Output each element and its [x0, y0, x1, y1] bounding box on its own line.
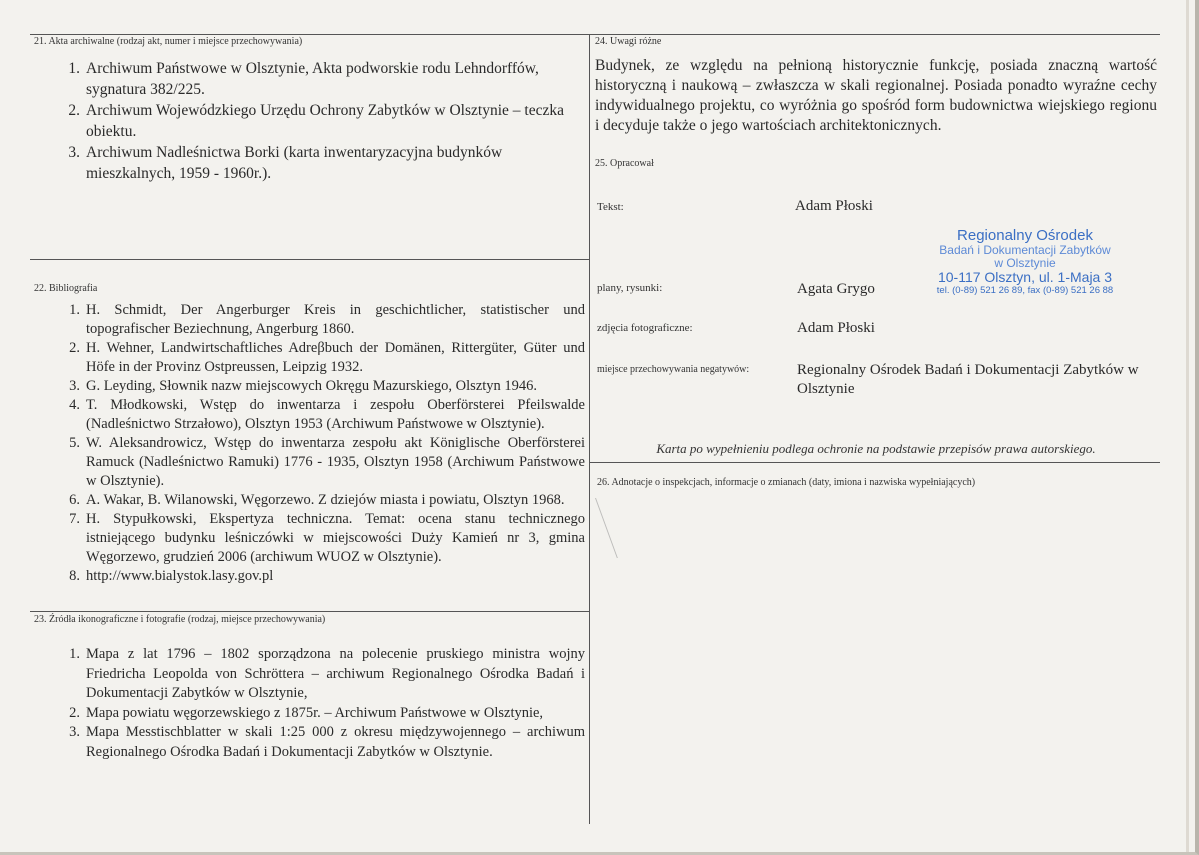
list-item: 3. Mapa Messtischblatter w skali 1:25 000 z okresu międzywojennego – archiwum Regionalnego Ośrodka Badań i Dokumentacji Zabytków w Olsztynie.: [69, 724, 585, 760]
list-item: 3. Archiwum Nadleśnictwa Borki (karta inwentaryzacyjna budynków mieszkalnych, 1959 - 1960r.).: [68, 144, 503, 182]
text-author-value: Adam Płoski: [795, 198, 873, 214]
stamp-line: tel. (0-89) 521 26 89, fax (0-89) 521 26 88: [936, 285, 1114, 296]
list-item: 1. Mapa z lat 1796 – 1802 sporządzona na polecenie pruskiego ministra wojny Friedricha Leopolda von Schröttera – archiwum Regionalnego Ośrodka Badań i Dokumentacji Zabytków w Olsztynie,: [69, 646, 585, 701]
institution-stamp: [915, 227, 1135, 297]
section-22-list: [34, 301, 585, 586]
section-26-label: 26. Adnotacje o inspekcjach, informacje o zmianach (daty, imiona i nazwiska wypełniających): [597, 477, 976, 488]
photos-label: zdjęcia fotograficzne:: [597, 322, 693, 334]
list-item: 5. W. Aleksandrowicz, Wstęp do inwentarza zespołu akt Königlische Oberförsterei Ramuck (Nadleśnictwo Ramuki) 1776 - 1935, Olsztyn 1958 (Archiwum Państwowe w Olsztynie).: [69, 435, 585, 489]
section-23-label: 23. Źródła ikonograficzne i fotografie (rodzaj, miejsce przechowywania): [34, 614, 326, 625]
stamp-line: 10-117 Olsztyn, ul. 1-Maja 3: [937, 269, 1113, 285]
section-22-label: 22. Bibliografia: [34, 283, 98, 294]
copyright-note: Karta po wypełnieniu podlega ochronie na podstawie przepisów prawa autorskiego.: [656, 441, 1096, 456]
list-item: 2. H. Wehner, Landwirtschaftliches Adreβbuch der Domänen, Rittergüter, Güter und Höfe in der Provinz Ostpreussen, Leipzig 1932.: [69, 340, 585, 375]
list-item: 2. Mapa powiatu węgorzewskiego z 1875r. – Archiwum Państwowe w Olsztynie,: [69, 704, 544, 721]
list-item: 3. G. Leyding, Słownik nazw miejscowych Okręgu Mazurskiego, Olsztyn 1946.: [69, 378, 538, 394]
plans-label: plany, rysunki:: [597, 282, 663, 294]
storage-value: Regionalny Ośrodek Badań i Dokumentacji Zabytków w Olsztynie: [797, 362, 1139, 397]
section-24-text: Budynek, ze względu na pełnioną historycznie funkcję, posiada znaczną wartość historyczną i naukową – zwłaszcza w skali regionalnej. Posiada ponadto wyraźne cechy indywidualnego projektu, co wyróżnia go spośród form budownictwa wiejskiego regionu i decyduje także o jego wartościach architektonicznych.: [595, 57, 1157, 134]
list-item: 2. Archiwum Wojewódzkiego Urzędu Ochrony Zabytków w Olsztynie – teczka obiektu.: [68, 102, 564, 140]
pencil-mark: [595, 498, 648, 558]
rule-25-26: [589, 462, 1160, 463]
rule-21-22: [30, 259, 589, 260]
list-item: 1. Archiwum Państwowe w Olsztynie, Akta podworskie rodu Lehndorffów, sygnatura 382/225.: [68, 60, 539, 98]
list-item[interactable]: 8. http://www.bialystok.lasy.gov.pl: [69, 568, 274, 584]
section-21-list: [34, 58, 585, 184]
section-23-list: [34, 645, 585, 762]
photos-value: Adam Płoski: [797, 320, 875, 336]
list-item: 6. A. Wakar, B. Wilanowski, Węgorzewo. Z dziejów miasta i powiatu, Olsztyn 1968.: [69, 492, 565, 508]
column-divider: [589, 34, 590, 824]
section-21-label: 21. Akta archiwalne (rodzaj akt, numer i miejsce przechowywania): [34, 36, 303, 47]
section-25-label: 25. Opracował: [595, 158, 654, 169]
list-item: 7. H. Stypułkowski, Ekspertyza techniczna. Temat: ocena stanu technicznego istniejącego budynku leśniczówki w miejscowości Duży Kamień nr 3, gmina Węgorzewo, grudzień 2006 (archiwum WUOZ w Olsztynie).: [69, 511, 585, 565]
stamp-line: Badań i Dokumentacji Zabytków: [939, 243, 1111, 257]
list-item: 4. T. Młodkowski, Wstęp do inwentarza i zespołu Oberförsterei Pfeilswalde (Nadleśnictwo Strzałowo), Olsztyn 1953 (Archiwum Państwowe w Olsztynie).: [69, 397, 585, 432]
section-24-label: 24. Uwagi różne: [595, 36, 662, 47]
stamp-line: Regionalny Ośrodek: [957, 227, 1093, 244]
text-author-label: Tekst:: [597, 201, 624, 213]
list-item: 1. H. Schmidt, Der Angerburger Kreis in geschichtlicher, statistischer und topografischer Beziechnung, Angerburg 1860.: [69, 302, 585, 337]
plans-value: Agata Grygo: [797, 281, 875, 297]
storage-label: miejsce przechowywania negatywów:: [597, 364, 750, 375]
rule-22-23: [30, 611, 589, 612]
website-link[interactable]: http://www.bialystok.lasy.gov.pl: [86, 568, 274, 584]
top-rule: [30, 34, 1160, 35]
stamp-line: w Olsztynie: [994, 256, 1056, 270]
